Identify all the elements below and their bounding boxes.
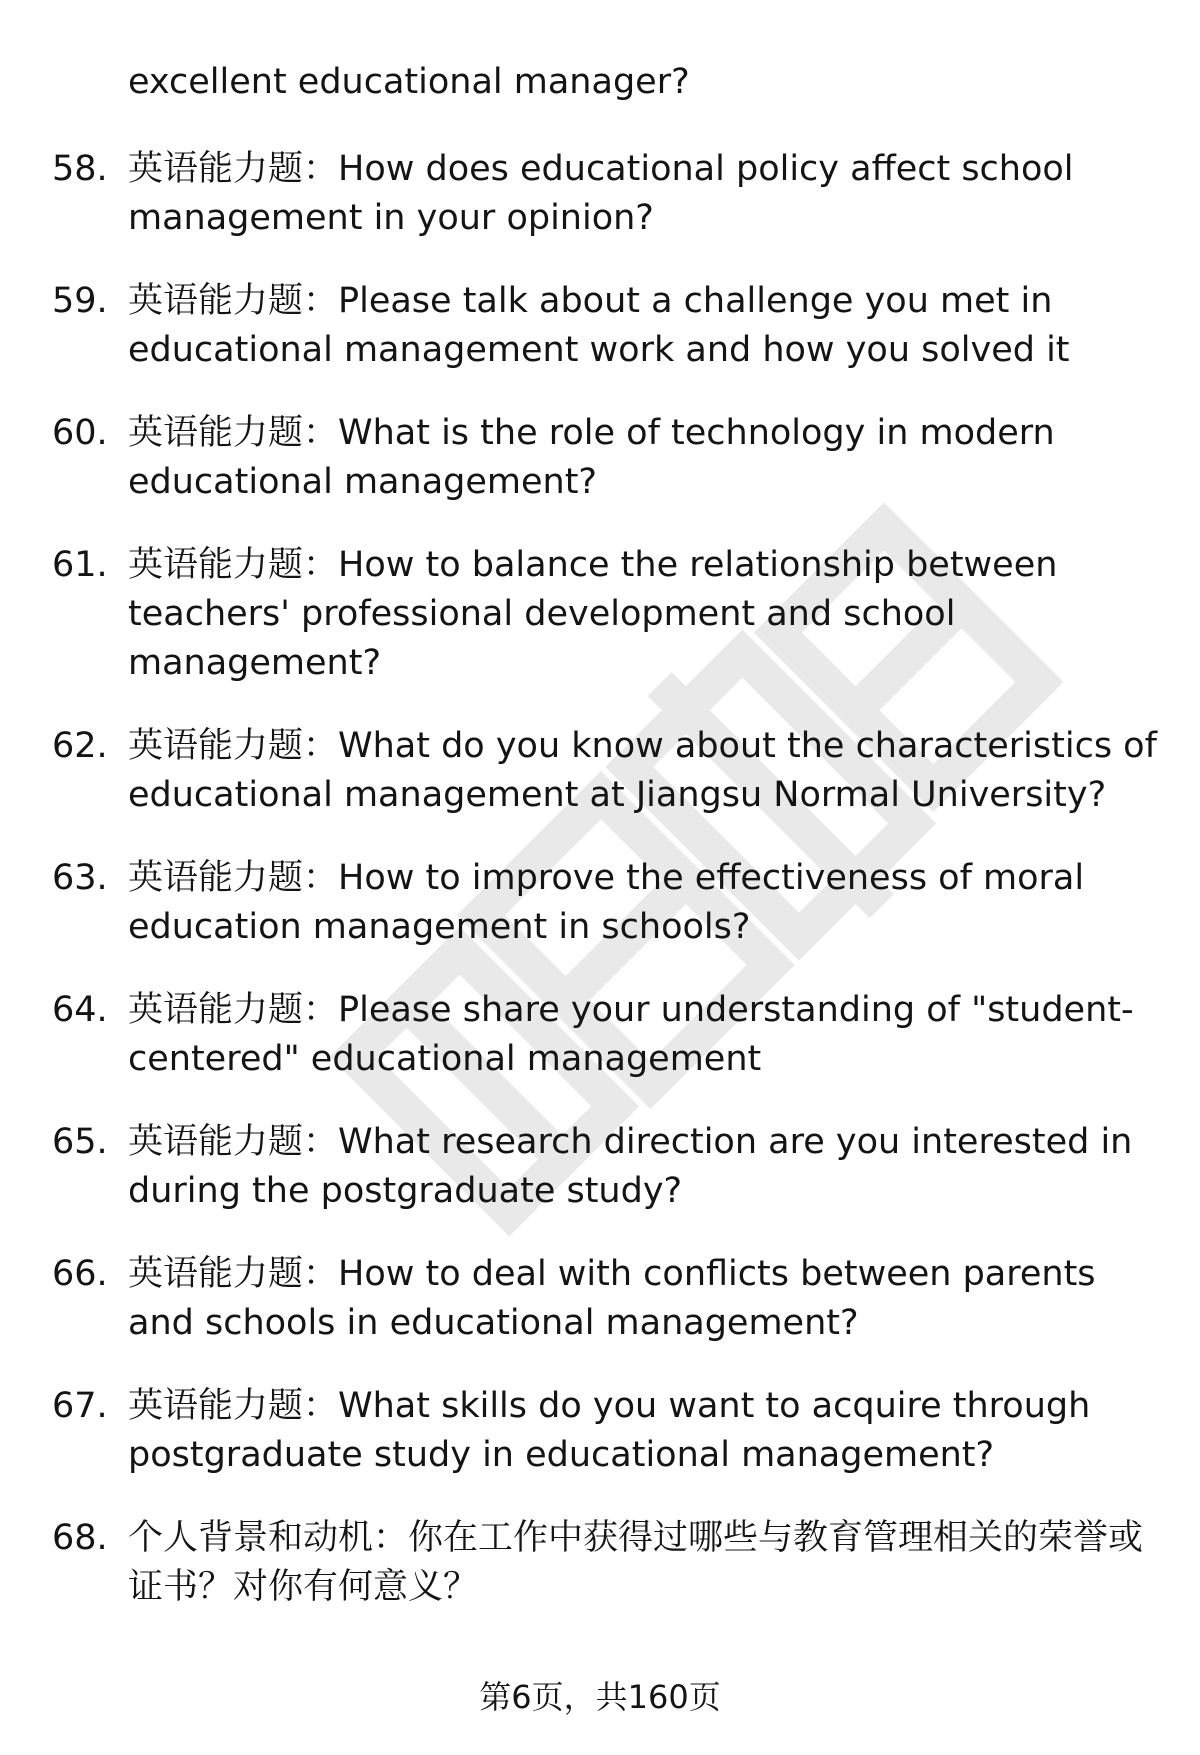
question-text: 英语能力题：Please share your understanding of "student-centered" educational management [128, 990, 1134, 1079]
question-item [0, 1118, 1168, 1216]
question-text: 英语能力题：How does educational policy affect school management in your opinion? [128, 149, 1074, 238]
question-number: 67. [52, 1386, 108, 1426]
question-item [0, 1250, 1168, 1348]
question-number: 62. [52, 726, 108, 766]
question-item [0, 1382, 1168, 1480]
question-item [0, 854, 1168, 952]
question-list [0, 145, 1200, 1646]
question-text: 英语能力题：What skills do you want to acquire through postgraduate study in educational management? [128, 1386, 1091, 1475]
question-item [0, 145, 1168, 243]
question-text: 英语能力题：How to improve the effectiveness of moral education management in schools? [128, 858, 1085, 947]
question-text: 英语能力题：What do you know about the characteristics of educational management at Jiangsu Normal University? [128, 726, 1157, 815]
question-number: 68. [52, 1518, 108, 1558]
question-text: 英语能力题：What is the role of technology in modern educational management? [128, 413, 1055, 502]
question-number: 59. [52, 281, 108, 321]
question-number: 64. [52, 990, 108, 1030]
question-number: 65. [52, 1122, 108, 1162]
question-text: 个人背景和动机：你在工作中获得过哪些与教育管理相关的荣誉或证书？对你有何意义？ [128, 1518, 1144, 1607]
continuation-line: excellent educational manager? [128, 62, 690, 102]
question-item [0, 409, 1168, 507]
question-number: 66. [52, 1254, 108, 1294]
question-number: 61. [52, 545, 108, 585]
question-text: 英语能力题：What research direction are you interested in during the postgraduate study? [128, 1122, 1133, 1211]
question-number: 58. [52, 149, 108, 189]
question-text: 英语能力题：Please talk about a challenge you met in educational management work and how you solved it [128, 281, 1070, 370]
question-number: 60. [52, 413, 108, 453]
question-item [0, 722, 1168, 820]
question-text: 英语能力题：How to deal with conflicts between parents and schools in educational management? [128, 1254, 1096, 1343]
question-text: 英语能力题：How to balance the relationship between teachers' professional development and school management? [128, 545, 1058, 683]
question-number: 63. [52, 858, 108, 898]
question-item [0, 277, 1168, 375]
question-item [0, 541, 1168, 688]
question-item [0, 1514, 1168, 1612]
question-item [0, 986, 1168, 1084]
page-footer: 第6页，共160页 [479, 1678, 721, 1716]
